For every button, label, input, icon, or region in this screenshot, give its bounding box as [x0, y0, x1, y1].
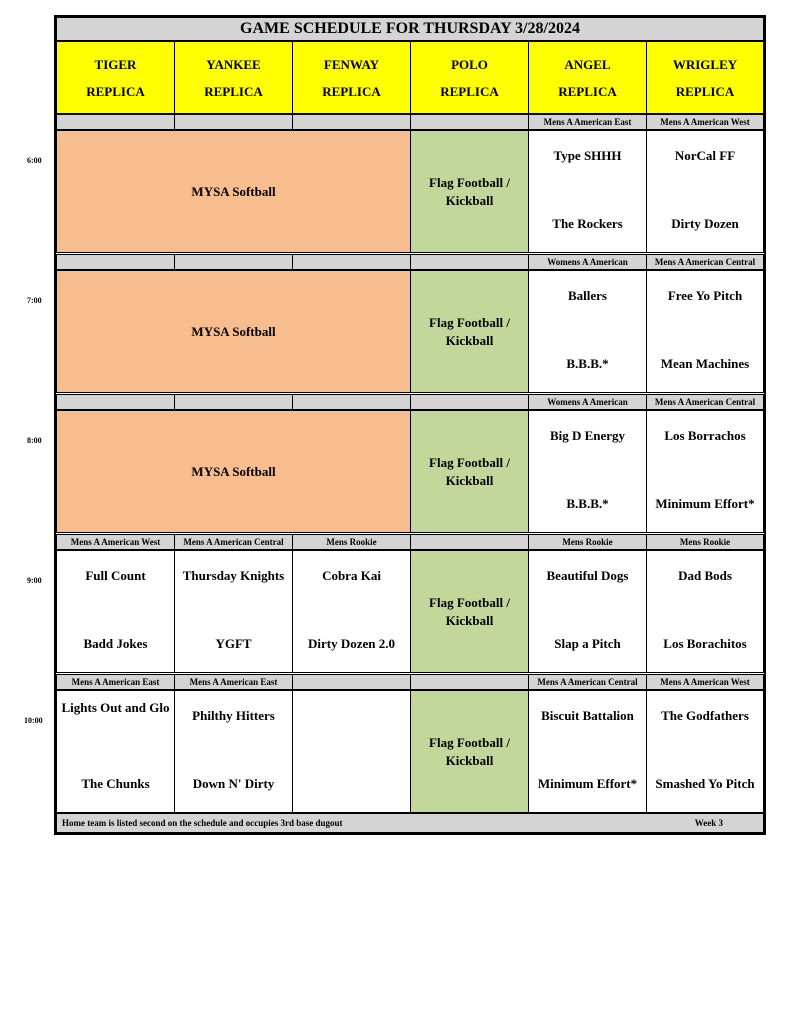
mysa-softball-block-7: MYSA Softball: [56, 270, 411, 393]
field-name: FENWAY: [323, 56, 380, 72]
home-team: The Rockers: [552, 216, 623, 231]
game-tiger-10: [56, 690, 175, 813]
home-team: Slap a Pitch: [554, 636, 621, 651]
division-yankee-9: Mens A American Central: [174, 534, 293, 550]
flag-football-block-7: Flag Football / Kickball: [410, 270, 529, 393]
away-team: NorCal FF: [674, 148, 736, 163]
flag-football-block-6: Flag Football / Kickball: [410, 130, 529, 253]
field-header-wrigley: [646, 41, 764, 114]
away-team: Thursday Knights: [182, 568, 285, 583]
away-team: Type SHHH: [553, 148, 622, 163]
division-tiger-6: [56, 114, 175, 130]
home-team: B.B.B.*: [566, 496, 609, 511]
game-angel-6: [528, 130, 647, 253]
home-team: Minimum Effort*: [537, 776, 638, 791]
game-angel-8: [528, 410, 647, 533]
field-name: TIGER: [94, 56, 137, 72]
flag-football-block-8: Flag Football / Kickball: [410, 410, 529, 533]
game-angel-10: [528, 690, 647, 813]
away-team: The Godfathers: [661, 708, 749, 723]
field-header-fenway: [292, 41, 411, 114]
division-tiger-7: [56, 254, 175, 270]
footer-bar: [56, 813, 764, 833]
division-fenway-6: [292, 114, 411, 130]
home-team: Los Borachitos: [663, 636, 747, 651]
division-wrigley-9: Mens Rookie: [646, 534, 764, 550]
home-team: Minimum Effort*: [655, 496, 755, 511]
division-angel-7: Womens A American: [528, 254, 647, 270]
division-wrigley-6: Mens A American West: [646, 114, 764, 130]
game-wrigley-6: [646, 130, 764, 253]
home-team: Down N' Dirty: [192, 776, 275, 791]
field-sub: REPLICA: [86, 83, 145, 99]
division-wrigley-10: Mens A American West: [646, 674, 764, 690]
away-team: Ballers: [568, 288, 607, 303]
division-tiger-8: [56, 394, 175, 410]
game-tiger-9: [56, 550, 175, 673]
home-team: Badd Jokes: [83, 636, 148, 651]
division-fenway-7: [292, 254, 411, 270]
division-tiger-10: Mens A American East: [56, 674, 175, 690]
division-polo-9: [410, 534, 529, 550]
field-name: POLO: [451, 56, 488, 72]
division-wrigley-8: Mens A American Central: [646, 394, 764, 410]
field-header-polo: [410, 41, 529, 114]
time-label-6: 6:00: [27, 156, 42, 165]
game-wrigley-10: [646, 690, 764, 813]
field-name: YANKEE: [206, 56, 261, 72]
page-title: GAME SCHEDULE FOR THURSDAY 3/28/2024: [56, 17, 764, 41]
home-team: Mean Machines: [660, 356, 750, 371]
division-polo-6: [410, 114, 529, 130]
away-team: Full Count: [85, 568, 146, 583]
game-yankee-9: [174, 550, 293, 673]
division-fenway-9: Mens Rookie: [292, 534, 411, 550]
division-angel-10: Mens A American Central: [528, 674, 647, 690]
field-header-tiger: [56, 41, 175, 114]
division-fenway-10: [292, 674, 411, 690]
division-angel-8: Womens A American: [528, 394, 647, 410]
away-team: Los Borrachos: [664, 428, 746, 443]
game-fenway-10-empty: [292, 690, 411, 813]
division-yankee-8: [174, 394, 293, 410]
division-yankee-6: [174, 114, 293, 130]
division-yankee-10: Mens A American East: [174, 674, 293, 690]
week-label: Week 3: [694, 818, 723, 828]
home-team: B.B.B.*: [566, 356, 609, 371]
schedule-sheet: [54, 15, 766, 835]
field-sub: REPLICA: [440, 83, 499, 99]
field-name: ANGEL: [564, 56, 611, 72]
division-polo-10: [410, 674, 529, 690]
field-name: WRIGLEY: [672, 56, 738, 72]
field-header-yankee: [174, 41, 293, 114]
game-wrigley-8: [646, 410, 764, 533]
mysa-softball-block-8: MYSA Softball: [56, 410, 411, 533]
time-label-7: 7:00: [27, 296, 42, 305]
away-team: Cobra Kai: [322, 568, 381, 583]
field-header-angel: [528, 41, 647, 114]
footer-note: Home team is listed second on the schedule and occupies 3rd base dugout: [62, 818, 343, 828]
flag-football-block-9: Flag Football / Kickball: [410, 550, 529, 673]
away-team: Big D Energy: [549, 428, 626, 443]
home-team: The Chunks: [81, 776, 150, 791]
field-sub: REPLICA: [675, 83, 735, 99]
division-fenway-8: [292, 394, 411, 410]
away-team: Philthy Hitters: [192, 708, 275, 723]
away-team: Lights Out and Glo: [61, 700, 170, 715]
time-label-10: 10:00: [24, 716, 43, 725]
home-team: Dirty Dozen: [671, 216, 739, 231]
away-team: Beautiful Dogs: [546, 568, 629, 583]
game-angel-9: [528, 550, 647, 673]
division-polo-7: [410, 254, 529, 270]
division-wrigley-7: Mens A American Central: [646, 254, 764, 270]
division-polo-8: [410, 394, 529, 410]
home-team: Smashed Yo Pitch: [655, 776, 755, 791]
time-label-9: 9:00: [27, 576, 42, 585]
away-team: Dad Bods: [678, 568, 732, 583]
home-team: YGFT: [215, 636, 252, 651]
away-team: Biscuit Battalion: [541, 708, 634, 723]
game-fenway-9: [292, 550, 411, 673]
game-wrigley-7: [646, 270, 764, 393]
division-angel-9: Mens Rookie: [528, 534, 647, 550]
home-team: Dirty Dozen 2.0: [307, 636, 395, 651]
field-sub: REPLICA: [204, 83, 263, 99]
flag-football-block-10: Flag Football / Kickball: [410, 690, 529, 813]
mysa-softball-block-6: MYSA Softball: [56, 130, 411, 253]
game-yankee-10: [174, 690, 293, 813]
game-wrigley-9: [646, 550, 764, 673]
field-sub: REPLICA: [558, 83, 617, 99]
division-angel-6: Mens A American East: [528, 114, 647, 130]
away-team: Free Yo Pitch: [667, 288, 743, 303]
division-tiger-9: Mens A American West: [56, 534, 175, 550]
time-label-8: 8:00: [27, 436, 42, 445]
field-sub: REPLICA: [322, 83, 381, 99]
game-angel-7: [528, 270, 647, 393]
division-yankee-7: [174, 254, 293, 270]
